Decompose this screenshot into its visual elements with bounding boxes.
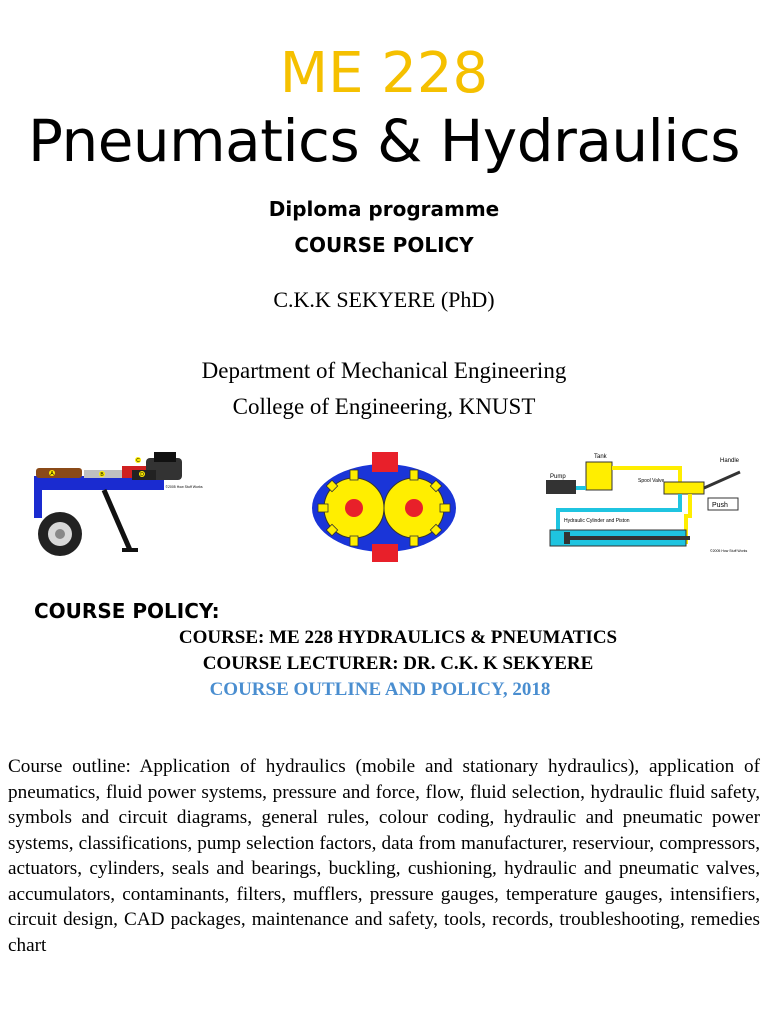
jack-label-d: D — [140, 472, 144, 478]
jack-caption: ©2005 How Stuff Works — [165, 485, 203, 489]
course-code: ME 228 — [279, 41, 489, 106]
handle-label: Handle — [720, 458, 740, 464]
course-title: Pneumatics & Hydraulics — [28, 107, 740, 175]
course-name-line: COURSE: ME 228 HYDRAULICS & PNEUMATICS — [178, 627, 618, 648]
gear-pump-illustration — [310, 452, 458, 562]
circuit-caption: ©2005 How Stuff Works — [710, 549, 748, 553]
tank-label: Tank — [594, 454, 607, 460]
cylinder-label: Hydraulic Cylinder and Piston — [564, 518, 630, 524]
jack-label-a: A — [50, 471, 54, 477]
course-outline-text: Course outline: Application of hydraulics (mobile and stationary hydraulics), application of pneumatics, fluid power systems, pressure and force, flow, fluid selection, hydraulic fluid safety, symbols and circuit diagrams, general rules, colour coding, hydraulic and pneumatic power systems, classifications, pump selection factors, data from manufacturer, reserviour, compressors, actuators, cylinders, seals and bearings, buckling, cushioning, hydraulic and pneumatic valves, accumulators, contaminants, filters, mufflers, pressure gauges, temperature gauges, intensifiers, circuit design, CAD packages, maintenance and safety, tools, records, troubleshooting, remedies chart — [8, 756, 760, 956]
push-label: Push — [712, 502, 728, 509]
jack-label-c: C — [136, 458, 140, 464]
pump-label: Pump — [550, 474, 566, 480]
course-policy-label: COURSE POLICY: — [34, 599, 220, 623]
college-name: College of Engineering, KNUST — [232, 394, 536, 419]
jack-label-b: B — [100, 472, 104, 478]
hydraulic-circuit-illustration — [540, 448, 752, 556]
programme-label: Diploma programme — [268, 197, 500, 221]
course-outline-title: COURSE OUTLINE AND POLICY, 2018 — [209, 679, 551, 700]
department-name: Department of Mechanical Engineering — [201, 358, 567, 383]
spool-label: Spool Valve — [638, 478, 665, 484]
course-lecturer-line: COURSE LECTURER: DR. C.K. K SEKYERE — [202, 653, 594, 674]
hydraulic-jack-illustration — [34, 448, 203, 560]
lecturer-name: C.K.K SEKYERE (PhD) — [273, 287, 495, 312]
document-type: COURSE POLICY — [294, 233, 474, 257]
